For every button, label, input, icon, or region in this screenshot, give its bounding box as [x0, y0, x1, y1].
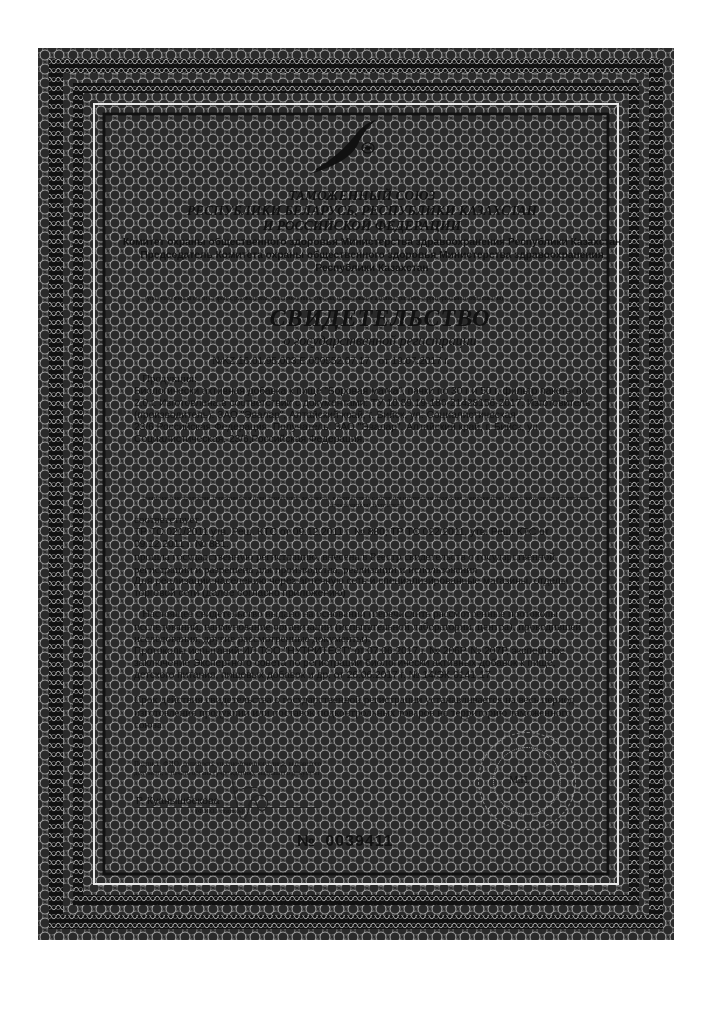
product-text: Биологически активная добавка к пище "Боровая матка", пачки по 30 г и 50 г, фильтр пакеты по 2,0 г. Изготовлена в соответствии с документами: ТУ 10.89.19-186-21428156-2017. Изготовитель (производитель): ЗАО "Эвалар", Алтайский край, г. Бийск, ул. Социалистическая, 23/6,Российская Федерация. Получатель: ЗАО "Эвалар", Алтайский край, г. Бийск, ул. Социалистическая, 23/6,Российская Федерация.: [134, 386, 591, 445]
validity-text: Срок действия свидетельства о государственной регистрации устанавливается на весь период изготовления продукции или поставок подконтрольных товаров на территорию таможенного союза: [134, 694, 575, 731]
product-label: Продукция:: [142, 373, 197, 385]
serial-prefix: №: [297, 833, 315, 850]
basis-protocols: Протоколы испытаний ИЛ ТОО "НУТРИТЕСТ" от 07.06.2017 г. № 206Р, № 207Р, экспертное заключение Экспертного совета по регистрации биологически активных добавок к пище, детского питания, пищевых добавок и др. от 26.06.2017 г. № 14/ЭК-0141-17: [134, 646, 565, 681]
conformity-text: ТР ТС 021/2011 утв. Реш. КТС от 09.12.2011 г. № 880; ТР ТС 022/2011, утв. Реш. КТС от 09.12.2011 г. № 881.: [134, 527, 550, 550]
header-line-1: ТАМОЖЕННЫЙ СОЮЗ: [288, 188, 436, 203]
header-line-3: И РОССИЙСКОЙ ФЕДЕРАЦИИ: [262, 218, 462, 233]
handwritten-signature: [226, 772, 272, 828]
serial-number: 0039411: [325, 833, 394, 850]
authority-line-1: Комитет охраны общественного здоровья Министерства здравоохранения Республики Казахстан: [122, 237, 622, 248]
official-stamp: [478, 732, 576, 830]
authority-line-2: Председатель Комитета охраны общественного здоровья Министерства здравоохранения: [140, 250, 604, 261]
header-line-2: РЕСПУБЛИКИ БЕЛАРУСЬ, РЕСПУБЛИКИ КАЗАХСТАН: [186, 203, 538, 218]
certificate-title: СВИДЕТЕЛЬСТВО: [269, 306, 491, 332]
basis-text: Настоящее свидетельство выдано на основании (перечислить рассмотренные протоколы исследований, наименование организации (испытательной лаборатории, центра), проводившей исследования, другие рассмотренные документы):: [134, 608, 582, 645]
certificate-number-row: [212, 355, 450, 367]
certificate-subtitle: о государственной регистрации: [283, 334, 477, 349]
signatory-caption: (Ф.И.О. / подпись): [196, 809, 244, 815]
signatory-name: Р. Куанышбекова: [136, 795, 220, 807]
certificate-date: 19.07.2017 г.: [391, 356, 450, 367]
emblem-logo: [306, 116, 384, 178]
signature-caption: Подпись, ФИО, должность уполномоченного лица, выдавшего документ, и печать органа (учреждения), выдавшего документ: [134, 760, 322, 777]
authority-line-3: Республики Казахстан: [315, 263, 429, 274]
certificate-number: KZ.16.01.95.003.E.000552.07.17: [222, 356, 370, 367]
date-prefix: от: [378, 355, 389, 367]
conformity-label: соответствует: [134, 514, 200, 526]
product-caption: (наименование продукции, нормативные и (или) технические документы, в соответствии с которыми изготовлена продукция, наименование и место нахождения изготовителя (производителя), получателя): [142, 496, 590, 509]
registration-usage: Для реализации населению через аптечную сеть и специализированные магазины, отделы торговой сети (далее согласно приложению): [134, 576, 569, 599]
serial-number-row: [297, 833, 394, 851]
number-prefix: №: [212, 355, 223, 367]
registration-text: прошла государственную регистрацию, внесена в Реестр свидетельств о государственной регистрации и разрешена для производства, реализации и использования: [134, 551, 556, 576]
stamp-label: М.П.: [509, 775, 531, 786]
authority-caption: (уполномоченный орган Стороны, руководитель уполномоченного органа, наименование административно-территориального образования): [145, 296, 503, 302]
